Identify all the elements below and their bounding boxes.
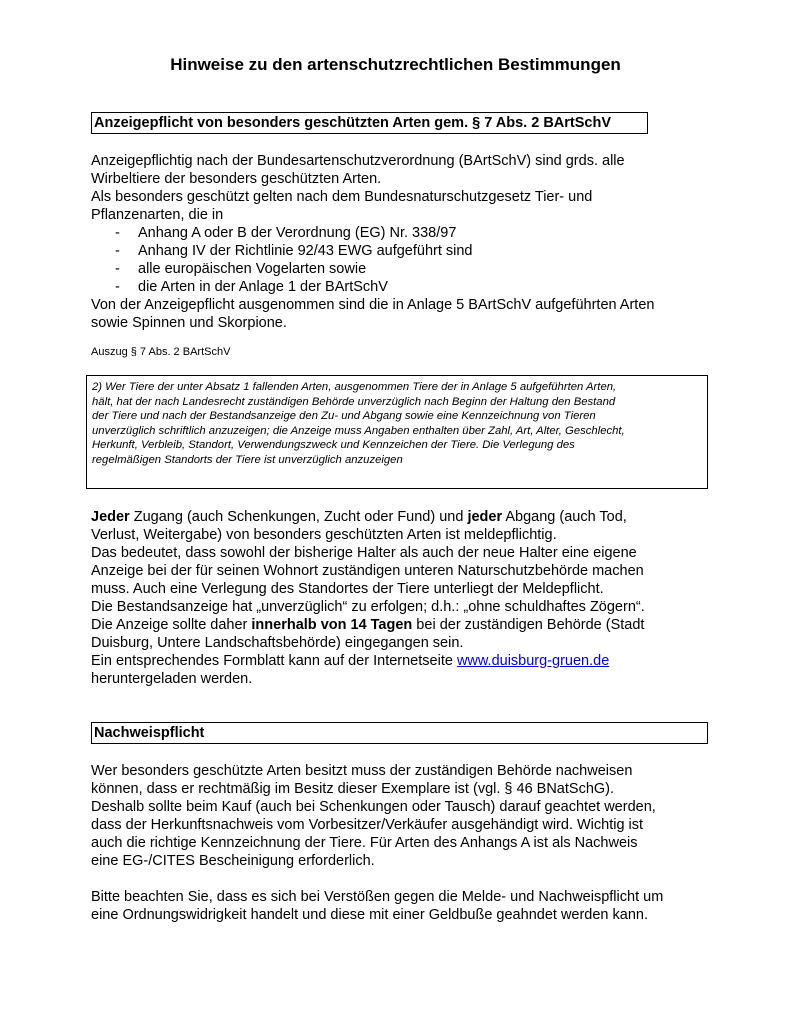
list-item-text: Anhang A oder B der Verordnung (EG) Nr. 338/97 xyxy=(138,225,457,241)
text-line: eine Ordnungswidrigkeit handelt und diese mit einer Geldbuße geahndet werden kann. xyxy=(91,907,648,923)
legal-excerpt-box xyxy=(86,375,708,489)
text-line: dass der Herkunftsnachweis vom Vorbesitzer/Verkäufer ausgehändigt wird. Wichtig ist xyxy=(91,817,644,833)
bold-text: innerhalb von 14 Tagen xyxy=(251,617,413,633)
list-item-text: alle europäischen Vogelarten sowie xyxy=(138,261,367,277)
text-line: Anzeige bei der für seinen Wohnort zuständigen unteren Naturschutzbehörde machen xyxy=(91,563,644,579)
legal-excerpt-caption: Auszug § 7 Abs. 2 BArtSchV xyxy=(91,346,231,358)
bullet-marker: - xyxy=(115,261,120,277)
text-line: auch die richtige Kennzeichnung der Tiere. Für Arten des Anhangs A ist als Nachweis xyxy=(91,835,638,851)
text-line: Wer besonders geschützte Arten besitzt muss der zuständigen Behörde nachweisen xyxy=(91,763,633,779)
section-heading-anzeigepflicht: Anzeigepflicht von besonders geschützten Arten gem. § 7 Abs. 2 BArtSchV xyxy=(91,112,648,134)
text-line: Deshalb sollte beim Kauf (auch bei Schenkungen oder Tausch) darauf geachtet werden, xyxy=(91,799,656,815)
quote-line: Herkunft, Verbleib, Standort, Verwendungszweck und Kennzeichen der Tiere. Die Verlegung des xyxy=(92,439,575,452)
text-line: können, dass er rechtmäßig im Besitz dieser Exemplare ist (vgl. § 46 BNatSchG). xyxy=(91,781,615,797)
list-item xyxy=(91,224,711,242)
text-line xyxy=(91,616,711,634)
quote-line: regelmäßigen Standorts der Tiere ist unverzüglich anzuzeigen xyxy=(92,453,403,466)
duisburg-gruen-link[interactable]: www.duisburg-gruen.de xyxy=(456,653,610,669)
text-line: Als besonders geschützt gelten nach dem Bundesnaturschutzgesetz Tier- und xyxy=(91,189,593,205)
text-span: Zugang (auch Schenkungen, Zucht oder Fund) und xyxy=(129,509,468,525)
quote-line: hält, hat der nach Landesrecht zuständigen Behörde unverzüglich nach Beginn der Haltung den Bestand xyxy=(92,395,616,408)
bold-text: jeder xyxy=(467,509,503,525)
quote-line: unverzüglich schriftlich anzuzeigen; die Anzeige muss Angaben enthalten über Zahl, Art, Alter, Geschlecht, xyxy=(92,424,625,437)
text-span: Abgang (auch Tod, xyxy=(502,509,627,525)
quote-line: der Tiere und nach der Bestandsanzeige den Zu- und Abgang sowie eine Kennzeichnung von Tieren xyxy=(92,410,596,423)
text-line: muss. Auch eine Verlegung des Standortes der Tiere unterliegt der Meldepflicht. xyxy=(91,581,604,597)
bullet-list xyxy=(91,224,711,296)
text-span: Ein entsprechendes Formblatt kann auf der Internetseite xyxy=(91,653,457,669)
text-line: heruntergeladen werden. xyxy=(91,671,253,687)
text-span: Die Anzeige sollte daher xyxy=(91,617,252,633)
text-line: Wirbeltiere der besonders geschützten Arten. xyxy=(91,171,382,187)
document-title: Hinweise zu den artenschutzrechtlichen Bestimmungen xyxy=(170,55,621,74)
list-item-text: Anhang IV der Richtlinie 92/43 EWG aufgeführt sind xyxy=(138,243,473,259)
text-line: Anzeigepflichtig nach der Bundesartenschutzverordnung (BArtSchV) sind grds. alle xyxy=(91,153,625,169)
anzeigepflicht-intro xyxy=(91,152,711,332)
bullet-marker: - xyxy=(115,225,120,241)
list-item xyxy=(91,260,711,278)
quote-line: 2) Wer Tiere der unter Absatz 1 fallenden Arten, ausgenommen Tiere der in Anlage 5 aufgeführten Arten, xyxy=(92,381,617,393)
bold-text: Jeder xyxy=(91,509,130,525)
bullet-marker: - xyxy=(115,279,120,295)
text-line xyxy=(91,652,711,670)
text-line xyxy=(91,508,711,526)
list-item xyxy=(91,278,711,296)
section-heading-nachweispflicht: Nachweispflicht xyxy=(91,722,708,744)
list-item xyxy=(91,242,711,260)
text-line: Verlust, Weitergabe) von besonders geschützten Arten ist meldepflichtig. xyxy=(91,527,557,543)
text-line: Duisburg, Untere Landschaftsbehörde) eingegangen sein. xyxy=(91,635,464,651)
text-line: Bitte beachten Sie, dass es sich bei Verstößen gegen die Melde- und Nachweispflicht um xyxy=(91,889,664,905)
text-line: Das bedeutet, dass sowohl der bisherige Halter als auch der neue Halter eine eigene xyxy=(91,545,637,561)
ordnungswidrigkeit-paragraph xyxy=(91,888,711,924)
meldepflicht-paragraph xyxy=(91,508,711,688)
nachweispflicht-paragraph xyxy=(91,762,711,870)
bullet-marker: - xyxy=(115,243,120,259)
text-line: sowie Spinnen und Skorpione. xyxy=(91,315,287,331)
text-line: Pflanzenarten, die in xyxy=(91,207,224,223)
text-line: Von der Anzeigepflicht ausgenommen sind die in Anlage 5 BArtSchV aufgeführten Arten xyxy=(91,297,655,313)
list-item-text: die Arten in der Anlage 1 der BArtSchV xyxy=(138,279,388,295)
text-line: Die Bestandsanzeige hat „unverzüglich“ zu erfolgen; d.h.: „ohne schuldhaftes Zögern“. xyxy=(91,599,645,615)
text-span: bei der zuständigen Behörde (Stadt xyxy=(412,617,645,633)
text-line: eine EG-/CITES Bescheinigung erforderlich. xyxy=(91,853,375,869)
